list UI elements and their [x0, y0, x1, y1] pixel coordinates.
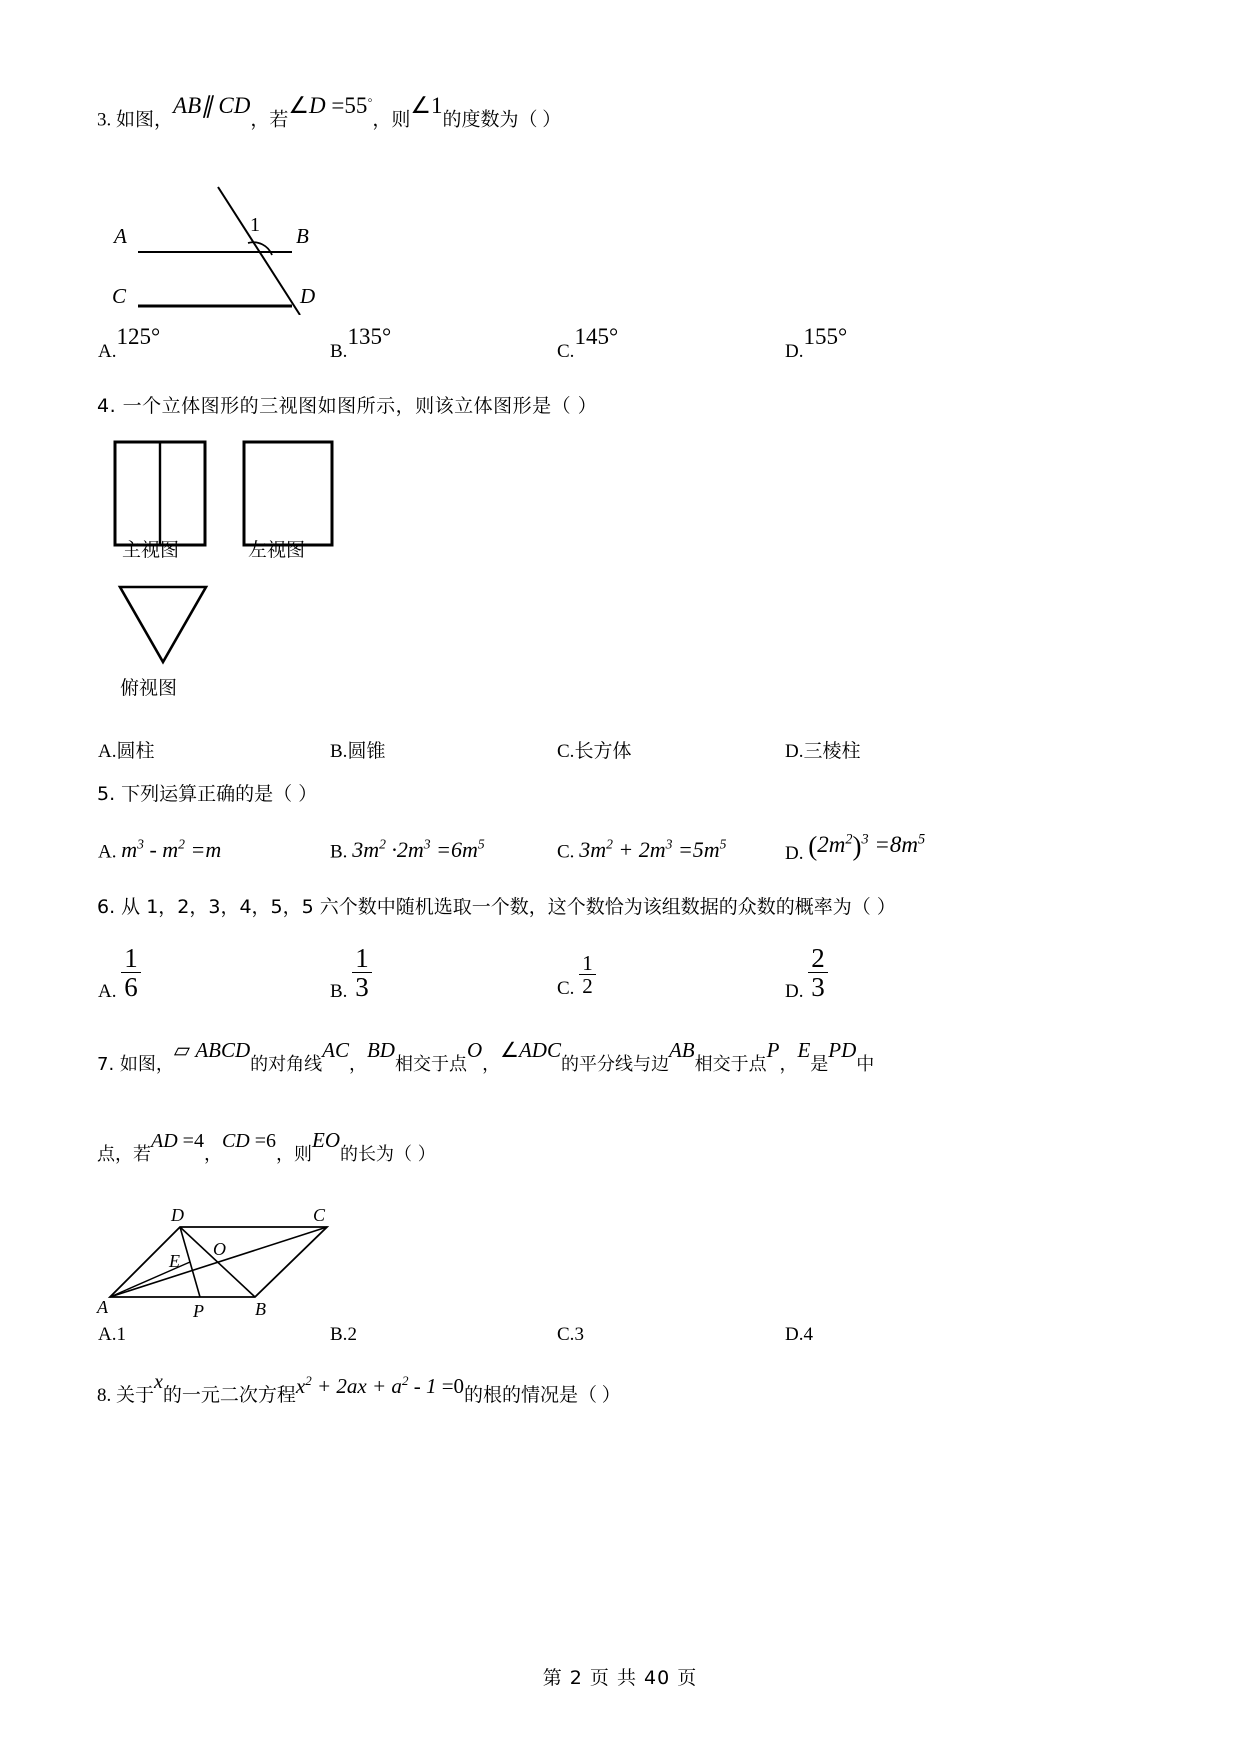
question-5-option-b-value: $3m^2 \cdot 2m^3 =6m^5$ — [352, 837, 485, 863]
svg-text:C: C — [313, 1205, 326, 1225]
question-7-stem-part-e: ， — [482, 1054, 501, 1075]
question-7-stem2-part-c: ，则 — [276, 1144, 313, 1165]
question-7-stem-part-d: 相交于点 — [394, 1054, 467, 1075]
question-3-option-c-label: C. — [557, 341, 575, 362]
question-7-stem-line-1 — [97, 1038, 875, 1075]
question-7-option-b-label: B. — [330, 1324, 348, 1345]
question-7-expr-bd: BD — [366, 1038, 395, 1062]
question-5-option-b-label: B. — [330, 841, 348, 863]
question-6-option-a-label: A. — [98, 981, 117, 1003]
question-7-stem2-part-b: ， — [203, 1144, 222, 1165]
question-3-figure — [100, 155, 420, 315]
question-3-stem-mid-2: ，则 — [372, 109, 411, 131]
question-7-stem-part-b: 的对角线 — [250, 1054, 323, 1075]
question-7-expr-parallelogram-abcd: ▱ ABCD — [173, 1038, 251, 1062]
question-3-option-c-value: 145° — [574, 324, 619, 349]
question-7-expr-p: P — [766, 1038, 780, 1062]
question-3-stem-mid-1: ，若 — [250, 109, 289, 131]
svg-text:E: E — [169, 1251, 180, 1271]
question-4-top-view-label: 俯视图 — [120, 677, 178, 699]
question-3-option-b-value: 135° — [347, 324, 392, 349]
question-8-stem-part-a: 8. 关于 — [97, 1385, 155, 1406]
question-3-option-a-value: 125° — [116, 324, 161, 349]
question-6-option-c-denominator: 2 — [579, 974, 596, 997]
question-7-stem-part-a: 7. 如图， — [97, 1054, 174, 1075]
question-5-option-b[interactable] — [330, 838, 485, 861]
question-7-stem2-part-d: 的长为（ ） — [340, 1144, 436, 1165]
svg-text:A: A — [97, 1297, 108, 1317]
question-5-option-d-value: $(2m^2)^3 =8m^5$ — [808, 830, 926, 861]
question-6-option-a-denominator: 6 — [121, 972, 141, 1001]
svg-text:D: D — [171, 1205, 184, 1225]
question-4-side-view-label: 左视图 — [248, 539, 306, 561]
question-7-stem-part-i: 是 — [810, 1054, 829, 1075]
question-3-expr-ab-parallel-cd: AB∥ CD — [173, 92, 251, 118]
question-7-option-a[interactable] — [98, 1325, 126, 1344]
question-6-option-d-label: D. — [785, 981, 804, 1003]
question-7-expr-cd-equals-6: CD =6 — [221, 1130, 277, 1152]
question-3-expr-angle-1: ∠1 — [410, 92, 443, 118]
question-3-option-c[interactable] — [557, 324, 619, 362]
svg-text:A: A — [114, 224, 127, 248]
question-7-stem-part-j: 中 — [856, 1054, 875, 1075]
question-6-option-d[interactable] — [785, 943, 828, 1004]
question-4-option-a-value: 圆柱 — [116, 740, 155, 762]
question-7-option-b[interactable] — [330, 1325, 357, 1344]
question-7-stem-part-f: 的平分线与边 — [560, 1054, 669, 1075]
question-6-option-b[interactable] — [330, 943, 372, 1004]
question-4-option-c-value: 长方体 — [574, 740, 632, 762]
question-6-option-c-numerator: 1 — [582, 951, 593, 975]
question-7-option-d-value: 4 — [803, 1324, 813, 1345]
question-7-expr-e: E — [797, 1038, 811, 1062]
question-5-option-d[interactable] — [785, 830, 926, 864]
question-5-option-a[interactable] — [98, 838, 221, 861]
question-5-option-c-label: C. — [557, 841, 575, 863]
page-footer: 第 2 页 共 40 页 — [542, 1667, 698, 1689]
svg-text:C: C — [112, 284, 127, 308]
svg-text:B: B — [255, 1299, 266, 1319]
question-6-option-d-value — [808, 944, 828, 1002]
question-8-expr-quadratic: $x^2 + 2ax + a^2 - 1 =0$ — [295, 1373, 465, 1398]
question-4-figure — [110, 437, 390, 707]
question-6-option-a-value — [121, 944, 141, 1002]
question-7-stem-part-c: ， — [348, 1054, 367, 1075]
question-6-option-b-denominator: 3 — [352, 972, 372, 1001]
question-4-option-b[interactable] — [330, 742, 385, 761]
question-4-option-a[interactable] — [98, 742, 155, 761]
question-7-expr-pd: PD — [828, 1038, 857, 1062]
question-4-option-c-label: C. — [557, 741, 575, 762]
question-3-option-a[interactable] — [98, 324, 161, 362]
question-3-option-d-label: D. — [785, 341, 804, 362]
question-7-expr-eo: EO — [312, 1128, 341, 1152]
question-6-option-c-value — [579, 952, 596, 997]
question-5-option-a-label: A. — [98, 841, 117, 863]
question-7-stem-part-h: ， — [779, 1054, 798, 1075]
question-6-option-c-label: C. — [557, 977, 575, 999]
question-4-option-b-label: B. — [330, 741, 348, 762]
question-3-option-b-label: B. — [330, 341, 348, 362]
question-4-option-c[interactable] — [557, 742, 631, 761]
question-7-expr-ac: AC — [322, 1038, 349, 1062]
question-8-stem-part-c: 的根的情况是（ ） — [464, 1385, 621, 1406]
question-7-option-a-value: 1 — [116, 1324, 126, 1345]
svg-text:B: B — [296, 224, 309, 248]
question-4-front-view-label: 主视图 — [122, 539, 180, 561]
question-8-expr-x: x — [154, 1371, 163, 1393]
question-4-option-d-value: 三棱柱 — [803, 740, 861, 762]
question-6-option-b-value — [352, 944, 372, 1002]
question-3-option-d[interactable] — [785, 324, 848, 362]
svg-text:O: O — [213, 1239, 226, 1259]
question-4-option-d-label: D. — [785, 741, 804, 762]
question-7-stem-line-2 — [97, 1128, 436, 1165]
question-6-option-d-denominator: 3 — [808, 972, 828, 1001]
question-7-option-b-value: 2 — [347, 1324, 357, 1345]
question-7-stem2-part-a: 点，若 — [97, 1144, 151, 1165]
question-5-option-d-label: D. — [785, 842, 804, 864]
question-7-option-d[interactable] — [785, 1325, 813, 1344]
question-3-stem-suffix: 的度数为（ ） — [442, 109, 562, 131]
svg-text:P: P — [193, 1301, 204, 1321]
question-5-stem: 5. 下列运算正确的是（ ） — [97, 783, 318, 805]
question-6-option-b-label: B. — [330, 981, 348, 1003]
question-8-stem-part-b: 的一元二次方程 — [162, 1385, 296, 1406]
question-5-option-c-value: $3m^2 + 2m^3 =5m^5$ — [579, 837, 727, 863]
svg-text:D: D — [300, 284, 316, 308]
question-5-option-c[interactable] — [557, 838, 726, 861]
question-6-option-c[interactable] — [557, 951, 596, 999]
question-3-option-a-label: A. — [98, 341, 117, 362]
question-7-option-d-label: D. — [785, 1324, 804, 1345]
question-6-option-d-numerator: 2 — [811, 943, 825, 973]
question-7-stem-part-g: 相交于点 — [694, 1054, 767, 1075]
question-7-expr-ad-equals-4: AD =4 — [151, 1130, 204, 1152]
question-4-option-b-value: 圆锥 — [347, 740, 386, 762]
question-5-option-a-value: $m^3 - m^2 =m$ — [121, 837, 222, 863]
question-7-expr-o: O — [466, 1038, 483, 1062]
question-7-option-c[interactable] — [557, 1325, 584, 1344]
question-6-stem: 6. 从 1，2，3，4，5，5 六个数中随机选取一个数，这个数恰为该组数据的众数的概率为（ ） — [97, 896, 896, 918]
question-6-option-b-numerator: 1 — [355, 943, 369, 973]
question-4-option-d[interactable] — [785, 742, 861, 761]
question-4-option-a-label: A. — [98, 741, 117, 762]
question-3-option-d-value: 155° — [803, 324, 848, 349]
question-3-expr-angle-d: ∠D =55◦ — [288, 92, 373, 118]
question-7-option-c-label: C. — [557, 1324, 575, 1345]
question-3-stem — [97, 92, 562, 131]
svg-text:1: 1 — [250, 214, 260, 236]
question-8-stem — [97, 1371, 621, 1406]
question-4-stem: 4. 一个立体图形的三视图如图所示，则该立体图形是（ ） — [97, 395, 598, 417]
question-3-option-b[interactable] — [330, 324, 392, 362]
question-7-figure — [95, 1205, 355, 1325]
question-6-option-a[interactable] — [98, 943, 141, 1004]
question-3-stem-prefix: 3. 如图， — [97, 109, 174, 131]
question-7-expr-ab: AB — [668, 1038, 695, 1062]
question-7-option-a-label: A. — [98, 1324, 117, 1345]
question-6-option-a-numerator: 1 — [124, 943, 138, 973]
question-7-expr-angle-adc: ∠ADC — [500, 1038, 561, 1062]
question-7-option-c-value: 3 — [574, 1324, 584, 1345]
